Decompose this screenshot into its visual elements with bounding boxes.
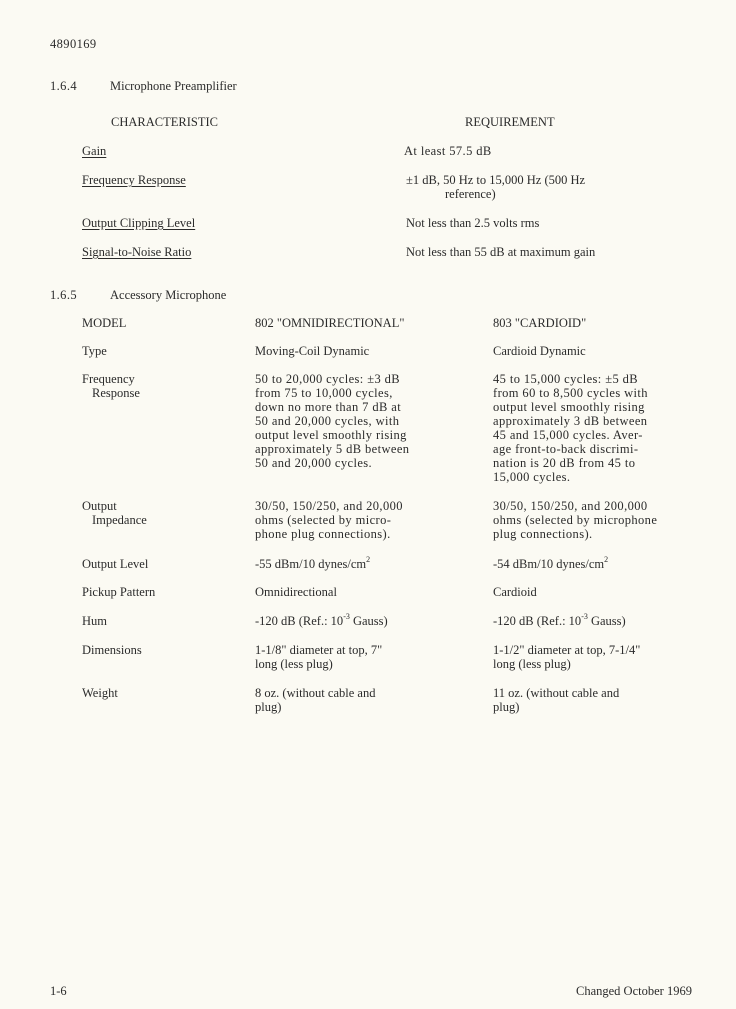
dimensions-803-line: 1-1/2" diameter at top, 7-1/4" (493, 643, 641, 657)
row-impedance-802-line: ohms (selected by micro- (255, 513, 392, 527)
output-level-803-exp: 2 (604, 555, 609, 564)
output-level-802-text: -55 dBm/10 dynes/cm (255, 557, 367, 571)
row-freq-802-line: down no more than 7 dB at (255, 400, 402, 414)
row-pattern-label: Pickup Pattern (82, 585, 156, 599)
row-clipping-label: Output Clipping Level (82, 216, 196, 230)
row-hum-label: Hum (82, 614, 107, 628)
row-type-802: Moving-Coil Dynamic (255, 344, 370, 358)
row-freq-803-line: age front-to-back discrimi- (493, 442, 639, 456)
hum-802-pre: -120 dB (Ref.: 10 (255, 614, 344, 628)
row-freq-label: Frequency (82, 372, 135, 386)
row-clipping-value: Not less than 2.5 volts rms (406, 216, 540, 230)
row-dimensions-802 (255, 643, 382, 671)
col-header-requirement: REQUIREMENT (465, 115, 555, 129)
row-impedance-802-line: 30/50, 150/250, and 20,000 (255, 499, 403, 513)
row-hum-802 (255, 614, 388, 628)
row-impedance-803-line: ohms (selected by microphone (493, 513, 658, 527)
weight-802-line: plug) (255, 700, 282, 714)
row-freq-802-line: 50 to 20,000 cycles: ±3 dB (255, 372, 401, 386)
row-impedance-803 (493, 499, 657, 541)
row-weight-802 (255, 686, 375, 714)
row-freq-803-line: approximately 3 dB between (493, 414, 648, 428)
row-snr-value: Not less than 55 dB at maximum gain (406, 245, 596, 259)
row-impedance-802-line: phone plug connections). (255, 527, 391, 541)
row-impedance-803-line: plug connections). (493, 527, 593, 541)
col-header-802: 802 "OMNIDIRECTIONAL" (255, 316, 405, 330)
row-impedance-label-cont: Impedance (92, 513, 147, 527)
col-header-803: 803 "CARDIOID" (493, 316, 587, 330)
row-freq-803-line: output level smoothly rising (493, 400, 645, 414)
row-freq-802-line: 50 and 20,000 cycles, with (255, 414, 400, 428)
weight-802-line: 8 oz. (without cable and (255, 686, 376, 700)
hum-803-exp: -3 (581, 612, 588, 621)
output-level-803-text: -54 dBm/10 dynes/cm (493, 557, 605, 571)
row-type-803: Cardioid Dynamic (493, 344, 586, 358)
row-freq-803-line: nation is 20 dB from 45 to (493, 456, 636, 470)
hum-802-post: Gauss) (349, 614, 388, 628)
row-output-level-803 (493, 557, 608, 571)
row-pattern-802: Omnidirectional (255, 585, 337, 599)
row-freq-803-line: 45 and 15,000 cycles. Aver- (493, 428, 643, 442)
row-frequency-response-label: Frequency Response (82, 173, 186, 187)
row-freq-label-cont: Response (92, 386, 140, 400)
row-gain-label: Gain (82, 144, 107, 158)
row-type-label: Type (82, 344, 107, 358)
dimensions-802-line: 1-1/8" diameter at top, 7" (255, 643, 383, 657)
weight-803-line: plug) (493, 700, 520, 714)
row-freq-802-line: approximately 5 dB between (255, 442, 410, 456)
row-frequency-response-value: ±1 dB, 50 Hz to 15,000 Hz (500 Hz (406, 173, 586, 187)
row-freq-803 (493, 372, 648, 484)
row-impedance-802 (255, 499, 403, 541)
section-number-164: 1.6.4 (50, 79, 77, 93)
col-header-model: MODEL (82, 316, 127, 330)
row-snr-label: Signal-to-Noise Ratio (82, 245, 192, 259)
section-number-165: 1.6.5 (50, 288, 77, 302)
row-impedance-label: Output (82, 499, 117, 513)
row-freq-803-line: 15,000 cycles. (493, 470, 571, 484)
output-level-802-exp: 2 (366, 555, 371, 564)
hum-802-exp: -3 (343, 612, 350, 621)
row-dimensions-803 (493, 643, 640, 671)
row-hum-803 (493, 614, 626, 628)
document-number: 4890169 (50, 37, 97, 51)
row-weight-label: Weight (82, 686, 118, 700)
section-title-164: Microphone Preamplifier (110, 79, 237, 93)
row-freq-803-line: from 60 to 8,500 cycles with (493, 386, 648, 400)
row-freq-802-line: output level smoothly rising (255, 428, 407, 442)
col-header-characteristic: CHARACTERISTIC (111, 115, 218, 129)
row-freq-802 (255, 372, 409, 470)
row-output-level-802 (255, 557, 370, 571)
row-freq-802-line: from 75 to 10,000 cycles, (255, 386, 393, 400)
row-frequency-response-value-cont: reference) (445, 187, 496, 201)
row-dimensions-label: Dimensions (82, 643, 142, 657)
row-freq-802-line: 50 and 20,000 cycles. (255, 456, 373, 470)
change-date: Changed October 1969 (576, 984, 692, 998)
row-weight-803 (493, 686, 619, 714)
dimensions-803-line: long (less plug) (493, 657, 571, 671)
dimensions-802-line: long (less plug) (255, 657, 333, 671)
row-gain-value: At least 57.5 dB (404, 144, 492, 158)
row-impedance-803-line: 30/50, 150/250, and 200,000 (493, 499, 648, 513)
page-number: 1-6 (50, 984, 67, 998)
row-pattern-803: Cardioid (493, 585, 537, 599)
hum-803-pre: -120 dB (Ref.: 10 (493, 614, 582, 628)
weight-803-line: 11 oz. (without cable and (493, 686, 620, 700)
row-output-level-label: Output Level (82, 557, 149, 571)
section-title-165: Accessory Microphone (110, 288, 227, 302)
hum-803-post: Gauss) (587, 614, 626, 628)
row-freq-803-line: 45 to 15,000 cycles: ±5 dB (493, 372, 639, 386)
